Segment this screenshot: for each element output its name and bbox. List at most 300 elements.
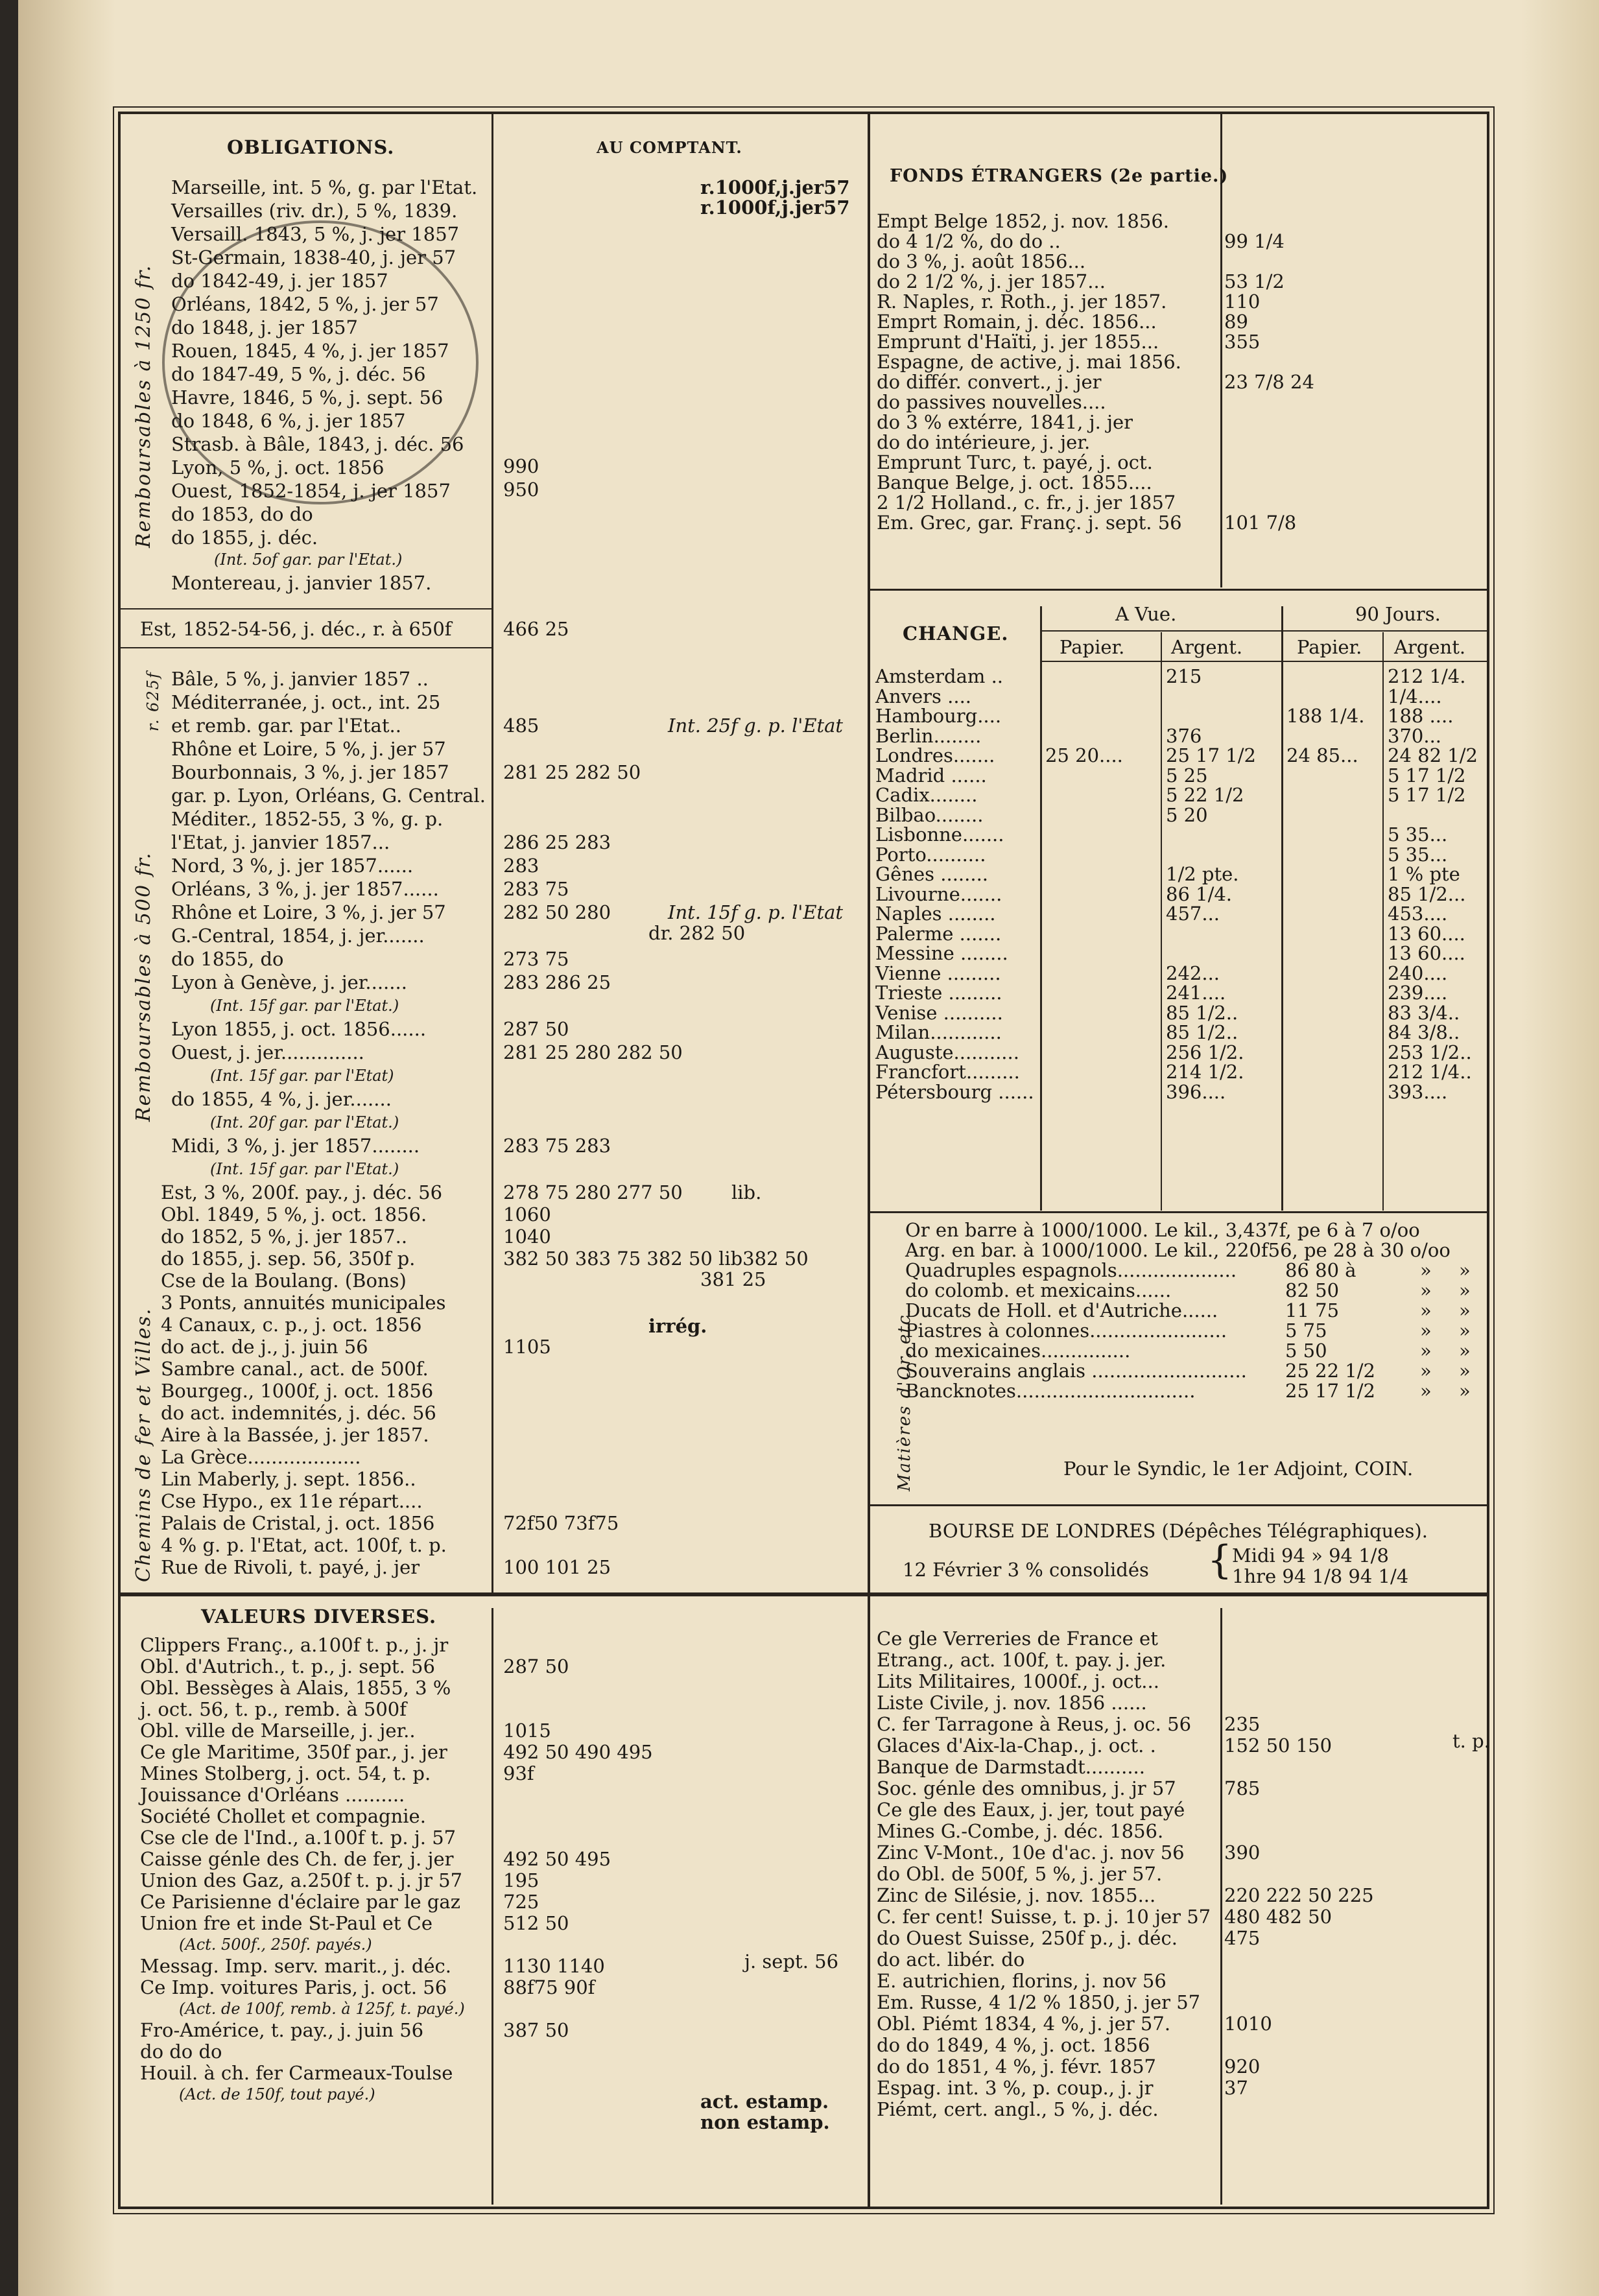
change-rate: 5 35... <box>1388 843 1448 866</box>
obligation-value: 283 75 283 <box>503 1135 611 1157</box>
price-cell: 466 25 <box>503 618 569 640</box>
valeur-label: Lits Militaires, 1000f., j. oct... <box>877 1670 1159 1692</box>
obligation-label: do 1855, do <box>171 948 284 970</box>
fonds-label: 2 1/2 Holland., c. fr., j. jer 1857 <box>877 491 1176 514</box>
valeur-label: Clippers Franç., a.100f t. p., j. jr <box>140 1634 449 1656</box>
change-city: Bilbao........ <box>875 803 984 826</box>
matiere-value: 5 50 <box>1285 1340 1327 1362</box>
valeur-label: Jouissance d'Orléans .......... <box>140 1784 405 1806</box>
londres-date: 12 Février 3 % consolidés <box>903 1559 1149 1581</box>
change-city: Trieste ......... <box>875 982 1002 1004</box>
fonds-label: do 3 % extérre, 1841, j. jer <box>877 411 1133 433</box>
change-rate: 188 .... <box>1388 705 1454 727</box>
price-cell: 950 <box>503 479 539 501</box>
obligation-label: Rue de Rivoli, t. payé, j. jer <box>161 1556 420 1578</box>
matiere-label: Bancknotes.............................. <box>905 1380 1196 1402</box>
obligation-label: Cse de la Boulang. (Bons) <box>161 1270 407 1292</box>
change-rate: 240.... <box>1388 962 1448 984</box>
change-rate: 83 3/4.. <box>1388 1001 1460 1024</box>
change-rate: 453.... <box>1388 903 1448 925</box>
matiere-value: 25 22 1/2 <box>1285 1360 1375 1382</box>
change-city: Messine ........ <box>875 942 1008 964</box>
change-rate: 1/4.... <box>1388 685 1442 707</box>
obligation-value: 282 50 280 <box>503 901 611 923</box>
rule <box>492 1608 493 2205</box>
change-rate: 5 35... <box>1388 823 1448 846</box>
change-city: Palerme ....... <box>875 922 1002 945</box>
valeur-label: do do 1851, 4 %, j. févr. 1857 <box>877 2055 1157 2077</box>
obligation-label: do act. de j., j. juin 56 <box>161 1336 368 1358</box>
obligation-label: do 1848, j. jer 1857 <box>171 316 358 338</box>
valeur-value: 195 <box>503 1869 539 1891</box>
obligation-label: Est, 3 %, 200f. pay., j. déc. 56 <box>161 1181 443 1203</box>
londres-heure: 1hre 94 1/8 94 1/4 <box>1232 1565 1409 1587</box>
obligation-label: l'Etat, j. janvier 1857... <box>171 831 390 853</box>
obligation-label: (Int. 15f gar. par l'Etat.) <box>210 1160 399 1178</box>
change-rate: 85 1/2... <box>1388 882 1466 905</box>
bullet-mark: » <box>1459 1360 1471 1382</box>
guarantee-note: (Int. 5of gar. par l'Etat.) <box>214 550 403 569</box>
rule <box>870 589 1487 591</box>
change-city: Auguste........... <box>875 1041 1019 1063</box>
obligation-label: do act. indemnités, j. déc. 56 <box>161 1402 436 1424</box>
lib-note: lib. <box>731 1181 762 1203</box>
obligation-label: (Int. 20f gar. par l'Etat.) <box>210 1113 399 1131</box>
matiere-value: 82 50 <box>1285 1279 1340 1301</box>
obligation-value: 72f50 73f75 <box>503 1512 619 1534</box>
change-rate: 1/2 pte. <box>1166 863 1239 885</box>
papier-header: Papier. <box>1060 636 1125 658</box>
obligation-label: Orléans, 1842, 5 %, j. jer 57 <box>171 293 439 315</box>
change-city: Venise .......... <box>875 1001 1003 1024</box>
valeur-label: Obl. Bessèges à Alais, 1855, 3 % <box>140 1677 451 1699</box>
valeur-label: Ce Parisienne d'éclaire par le gaz <box>140 1891 461 1913</box>
obligation-label: Cse Hypo., ex 11e répart.... <box>161 1490 423 1512</box>
price-cell: r.1000f,j.jer57 <box>700 176 850 198</box>
valeur-value: 1130 1140 <box>503 1955 605 1977</box>
obligation-value: 278 75 280 277 50 <box>503 1181 683 1203</box>
obligation-label: Lyon 1855, j. oct. 1856...... <box>171 1018 427 1040</box>
londres-midi: Midi 94 » 94 1/8 <box>1232 1544 1389 1567</box>
matiere-value: 86 80 à <box>1285 1259 1356 1281</box>
change-city: Pétersbourg ...... <box>875 1080 1034 1103</box>
londres-header: BOURSE DE LONDRES (Dépêches Télégraphiques). <box>929 1520 1428 1542</box>
change-rate: 5 20 <box>1166 803 1208 826</box>
papier-header: Papier. <box>1297 636 1362 658</box>
valeur-label: C. fer cent! Suisse, t. p. j. 10 jer 57 <box>877 1906 1211 1928</box>
obligation-label: Obl. 1849, 5 %, j. oct. 1856. <box>161 1203 427 1225</box>
valeur-label: Ce gle Maritime, 350f par., j. jer <box>140 1741 447 1763</box>
obligation-label: do 1847-49, 5 %, j. déc. 56 <box>171 363 426 385</box>
fonds-label: do différ. convert., j. jer <box>877 371 1102 393</box>
obligation-label: Bâle, 5 %, j. janvier 1857 .. <box>171 668 429 690</box>
rule <box>1040 606 1042 1211</box>
valeur-value: 235 <box>1224 1713 1261 1735</box>
valeur-label: Espag. int. 3 %, p. coup., j. jr <box>877 2077 1154 2099</box>
valeur-label: Etrang., act. 100f, t. pay. j. jer. <box>877 1649 1167 1671</box>
rule <box>870 1504 1487 1506</box>
matiere-value: 11 75 <box>1285 1299 1340 1321</box>
valeur-label: Zinc de Silésie, j. nov. 1855... <box>877 1884 1156 1906</box>
valeur-label: Union des Gaz, a.250f t. p. j. jr 57 <box>140 1869 463 1891</box>
change-rate: 370... <box>1388 724 1442 747</box>
obligation-value: 273 75 <box>503 948 569 970</box>
valeur-label: do Obl. de 500f, 5 %, j. jer 57. <box>877 1863 1163 1885</box>
change-header: CHANGE. <box>903 622 1009 645</box>
guarantee-note: Int. 15f g. p. l'Etat <box>668 901 844 923</box>
change-rate: 214 1/2. <box>1166 1061 1244 1083</box>
rule <box>868 114 870 2207</box>
price-cell: 381 25 <box>700 1268 766 1290</box>
obligation-value: 283 75 <box>503 878 569 900</box>
valeur-value: 93f <box>503 1762 534 1784</box>
obligation-label: Méditer., 1852-55, 3 %, g. p. <box>171 808 444 830</box>
bullet-mark: » <box>1420 1279 1432 1301</box>
obligation-value: 1060 <box>503 1203 551 1225</box>
fonds-value: 99 1/4 <box>1224 230 1285 252</box>
change-city: Anvers .... <box>875 685 972 707</box>
obligation-label: Versaill. 1843, 5 %, j. jer 1857 <box>171 223 460 245</box>
obligation-label: Strasb. à Bâle, 1843, j. déc. 56 <box>171 433 464 455</box>
valeur-label: Ce gle Verreries de France et <box>877 1627 1158 1650</box>
fonds-value: 110 <box>1224 290 1261 313</box>
obligation-label: 3 Ponts, annuités municipales <box>161 1292 446 1314</box>
matiere-label: do colomb. et mexicains...... <box>905 1279 1172 1301</box>
fonds-label: Emprunt d'Haïti, j. jer 1855... <box>877 331 1159 353</box>
fonds-value: 89 <box>1224 311 1248 333</box>
change-city: Madrid ...... <box>875 764 987 787</box>
obligation-value: 485 <box>503 715 539 737</box>
valeur-label: do do 1849, 4 %, j. oct. 1856 <box>877 2034 1150 2056</box>
change-city: Gênes ........ <box>875 863 989 885</box>
fonds-label: R. Naples, r. Roth., j. jer 1857. <box>877 290 1167 313</box>
valeur-label: C. fer Tarragone à Reus, j. oc. 56 <box>877 1713 1192 1735</box>
bullet-mark: » <box>1459 1380 1471 1402</box>
fonds-label: do do intérieure, j. jer. <box>877 431 1091 453</box>
rule <box>1220 1608 1222 2205</box>
change-city: Livourne....... <box>875 882 1002 905</box>
valeur-value: 387 50 <box>503 2019 569 2041</box>
argent-header: Argent. <box>1171 636 1243 658</box>
change-city: Hambourg.... <box>875 705 1002 727</box>
change-rate: 256 1/2. <box>1166 1041 1244 1063</box>
valeur-value: 492 50 490 495 <box>503 1741 653 1763</box>
valeur-label: (Act. de 100f, remb. à 125f, t. payé.) <box>179 2000 465 2018</box>
obligation-label: (Int. 15f gar. par l'Etat.) <box>210 997 399 1015</box>
change-rate: 241.... <box>1166 982 1226 1004</box>
obligation-value: 281 25 280 282 50 <box>503 1041 683 1063</box>
valeur-value: 88f75 90f <box>503 1976 595 1998</box>
guarantee-note: Int. 25f g. p. l'Etat <box>668 715 844 737</box>
rule <box>1382 632 1384 1211</box>
valeur-label: Union fre et inde St-Paul et Ce <box>140 1912 433 1934</box>
fonds-value: 23 7/8 24 <box>1224 371 1314 393</box>
argent-header: Argent. <box>1394 636 1466 658</box>
change-rate: 212 1/4.. <box>1388 1061 1472 1083</box>
obligation-label: Marseille, int. 5 %, g. par l'Etat. <box>171 176 478 198</box>
rule <box>121 608 492 610</box>
valeur-value: 512 50 <box>503 1912 569 1934</box>
rule <box>1040 661 1487 662</box>
rule <box>1161 632 1162 1211</box>
obligation-label: do 1855, j. déc. <box>171 527 318 549</box>
matieres-label: Matières d'Or, etc. <box>895 1307 914 1491</box>
valeur-value: 920 <box>1224 2055 1261 2077</box>
change-rate: 5 17 1/2 <box>1388 764 1466 787</box>
valeur-label: j. oct. 56, t. p., remb. à 500f <box>140 1698 407 1720</box>
bullet-mark: » <box>1420 1259 1432 1281</box>
change-rate: 25 20.... <box>1045 744 1123 766</box>
bullet-mark: » <box>1459 1320 1471 1342</box>
fonds-value: 355 <box>1224 331 1261 353</box>
obligation-label: Palais de Cristal, j. oct. 1856 <box>161 1512 435 1534</box>
change-rate: 13 60.... <box>1388 942 1465 964</box>
obligation-label: Méditerranée, j. oct., int. 25 <box>171 691 441 713</box>
obligation-value: 281 25 282 50 <box>503 761 641 783</box>
obligations-header: OBLIGATIONS. <box>227 136 395 158</box>
change-city: Berlin........ <box>875 724 982 747</box>
change-rate: 393.... <box>1388 1080 1448 1103</box>
change-rate: 86 1/4. <box>1166 882 1233 905</box>
obligation-label: et remb. gar. par l'Etat.. <box>171 715 401 737</box>
change-rate: 24 82 1/2 <box>1388 744 1478 766</box>
fonds-label: Empt Belge 1852, j. nov. 1856. <box>877 210 1170 232</box>
change-city: Francfort......... <box>875 1061 1020 1083</box>
change-rate: 5 25 <box>1166 764 1208 787</box>
price-cell: r.1000f,j.jer57 <box>700 196 850 219</box>
valeur-label: Glaces d'Aix-la-Chap., j. oct. . <box>877 1734 1156 1757</box>
valeur-value: 725 <box>503 1891 539 1913</box>
obligation-label: Sambre canal., act. de 500f. <box>161 1358 429 1380</box>
change-rate: 242... <box>1166 962 1220 984</box>
valeur-label: Ce gle des Eaux, j. jer, tout payé <box>877 1799 1185 1821</box>
valeur-label: Obl. d'Autrich., t. p., j. sept. 56 <box>140 1655 435 1677</box>
obligation-label: Aire à la Bassée, j. jer 1857. <box>161 1424 429 1446</box>
obligation-label: Lin Maberly, j. sept. 1856.. <box>161 1468 416 1490</box>
obligation-value: 283 286 25 <box>503 971 611 993</box>
obligation-label: Orléans, 3 %, j. jer 1857...... <box>171 878 439 900</box>
change-city: Londres....... <box>875 744 995 766</box>
obligation-label: Rhône et Loire, 3 %, j. jer 57 <box>171 901 446 923</box>
group2-label: Remboursables à 500 fr. <box>132 851 155 1122</box>
valeur-label: Soc. génle des omnibus, j. jr 57 <box>877 1777 1176 1799</box>
valeur-value: 492 50 495 <box>503 1848 611 1870</box>
valeur-label: (Act. de 150f, tout payé.) <box>179 2085 375 2103</box>
obligation-label: 4 % g. p. l'Etat, act. 100f, t. p. <box>161 1534 447 1556</box>
obligation-label: Lyon, 5 %, j. oct. 1856 <box>171 456 385 479</box>
rule <box>121 647 492 648</box>
syndic-signature: Pour le Syndic, le 1er Adjoint, COIN. <box>1063 1458 1414 1480</box>
obligation-label: Ouest, 1852-1854, j. jer 1857 <box>171 480 451 502</box>
fonds-label: Emprunt Turc, t. payé, j. oct. <box>877 451 1153 473</box>
change-city: Naples ........ <box>875 903 996 925</box>
matiere-label: Ducats de Holl. et d'Autriche...... <box>905 1299 1218 1321</box>
change-rate: 25 17 1/2 <box>1166 744 1256 766</box>
fonds-label: do passives nouvelles.... <box>877 391 1106 413</box>
obligation-value: 1105 <box>503 1336 551 1358</box>
a-vue-header: A Vue. <box>1115 603 1177 625</box>
obligation-label: Versailles (riv. dr.), 5 %, 1839. <box>171 200 458 222</box>
valeur-label: Obl. Piémt 1834, 4 %, j. jer 57. <box>877 2013 1171 2035</box>
change-rate: 5 17 1/2 <box>1388 784 1466 806</box>
obligation-label: La Grèce................... <box>161 1446 361 1468</box>
fonds-label: do 4 1/2 %, do do .. <box>877 230 1061 252</box>
valeur-value: 785 <box>1224 1777 1261 1799</box>
obligation-label: do 1852, 5 %, j. jer 1857.. <box>161 1225 408 1248</box>
group3-label: Chemins de fer et Villes. <box>132 1307 155 1582</box>
change-city: Milan............ <box>875 1021 1002 1043</box>
obligation-label: G.-Central, 1854, j. jer....... <box>171 925 425 947</box>
matiere-value: 25 17 1/2 <box>1285 1380 1375 1402</box>
fonds-label: Em. Grec, gar. Franç. j. sept. 56 <box>877 512 1182 534</box>
rule <box>1040 630 1487 632</box>
obligation-value: 100 101 25 <box>503 1556 611 1578</box>
change-rate: 457... <box>1166 903 1220 925</box>
change-rate: 215 <box>1166 665 1202 687</box>
valeur-label: Banque de Darmstadt.......... <box>877 1756 1145 1778</box>
obligation-label: 4 Canaux, c. p., j. oct. 1856 <box>161 1314 422 1336</box>
valeur-label: Mines G.-Combe, j. déc. 1856. <box>877 1820 1164 1842</box>
change-rate: 188 1/4. <box>1286 705 1365 727</box>
au-comptant-header: AU COMPTANT. <box>597 138 742 157</box>
change-city: Amsterdam .. <box>875 665 1004 687</box>
non-estamp: non estamp. <box>700 2111 830 2133</box>
obligation-label: Havre, 1846, 5 %, j. sept. 56 <box>171 386 444 408</box>
valeur-label: Piémt, cert. angl., 5 %, j. déc. <box>877 2098 1159 2120</box>
matiere-label: Souverains anglais .......................... <box>905 1360 1247 1382</box>
fonds-value: 53 1/2 <box>1224 270 1285 292</box>
tp-note: t. p. <box>1452 1730 1490 1752</box>
obligation-label: Midi, 3 %, j. jer 1857........ <box>171 1135 420 1157</box>
change-rate: 396.... <box>1166 1080 1226 1103</box>
act-estamp: act. estamp. <box>700 2090 829 2113</box>
matiere-label: Piastres à colonnes....................... <box>905 1320 1227 1342</box>
fonds-label: do 3 %, j. août 1856... <box>877 250 1086 272</box>
valeurs-header: VALEURS DIVERSES. <box>201 1605 437 1627</box>
change-rate: 1 % pte <box>1388 863 1460 885</box>
change-rate: 24 85... <box>1286 744 1358 766</box>
change-city: Cadix........ <box>875 784 978 806</box>
valeur-label: Caisse génle des Ch. de fer, j. jer <box>140 1848 454 1870</box>
brace: { <box>1207 1537 1233 1583</box>
valeur-label: do do do <box>140 2041 222 2063</box>
change-rate: 239.... <box>1388 982 1448 1004</box>
valeur-label: Société Chollet et compagnie. <box>140 1805 426 1827</box>
valeur-label: do act. libér. do <box>877 1948 1025 1971</box>
change-rate: 13 60.... <box>1388 922 1465 945</box>
bullet-mark: » <box>1459 1299 1471 1321</box>
change-city: Lisbonne....... <box>875 823 1004 846</box>
valeur-value: 152 50 150 <box>1224 1734 1332 1757</box>
matiere-label: Arg. en bar. à 1000/1000. Le kil., 220f56, pe 28 à 30 o/oo <box>905 1239 1451 1261</box>
page-gutter <box>1521 0 1599 2296</box>
obligation-label: Lyon à Genève, j. jer....... <box>171 971 407 993</box>
obligation-label: Ouest, j. jer.............. <box>171 1041 364 1063</box>
valeur-label: do Ouest Suisse, 250f p., j. déc. <box>877 1927 1178 1949</box>
obligation-label: (Int. 15f gar. par l'Etat) <box>210 1067 394 1085</box>
valeur-value: 390 <box>1224 1841 1261 1864</box>
change-city: Vienne ......... <box>875 962 1001 984</box>
matiere-value: 5 75 <box>1285 1320 1327 1342</box>
valeur-label: Em. Russe, 4 1/2 % 1850, j. jer 57 <box>877 1991 1201 2013</box>
price-cell: 990 <box>503 455 539 477</box>
valeur-value: 480 482 50 <box>1224 1906 1332 1928</box>
fonds-header: FONDS ÉTRANGERS (2e partie.) <box>890 166 1229 186</box>
obligation-label: do 1848, 6 %, j. jer 1857 <box>171 410 406 432</box>
montereau-row: Montereau, j. janvier 1857. <box>171 572 432 594</box>
change-rate: 85 1/2.. <box>1166 1001 1238 1024</box>
obligation-value: 283 <box>503 855 539 877</box>
bullet-mark: » <box>1459 1279 1471 1301</box>
valeur-label: E. autrichien, florins, j. nov 56 <box>877 1970 1167 1992</box>
valeur-value: 220 222 50 225 <box>1224 1884 1374 1906</box>
price-cell: dr. 282 50 <box>648 922 746 944</box>
valeur-label: Houil. à ch. fer Carmeaux-Toulse <box>140 2062 453 2084</box>
fonds-label: Banque Belge, j. oct. 1855.... <box>877 471 1152 493</box>
bullet-mark: » <box>1420 1380 1432 1402</box>
page-edge <box>18 0 115 2296</box>
change-rate: 253 1/2.. <box>1388 1041 1472 1063</box>
change-rate: 376 <box>1166 724 1202 747</box>
bullet-mark: » <box>1420 1360 1432 1382</box>
valeur-label: Obl. ville de Marseille, j. jer.. <box>140 1720 416 1742</box>
group1-label: Remboursables à 1250 fr. <box>132 264 155 548</box>
rule <box>870 1211 1487 1213</box>
change-rate: 5 22 1/2 <box>1166 784 1244 806</box>
bullet-mark: » <box>1459 1259 1471 1281</box>
change-rate: 85 1/2.. <box>1166 1021 1238 1043</box>
valeur-label: Ce Imp. voitures Paris, j. oct. 56 <box>140 1976 447 1998</box>
valeur-label: (Act. 500f., 250f. payés.) <box>179 1935 372 1954</box>
rule <box>1281 606 1283 1211</box>
valeur-label: Zinc V-Mont., 10e d'ac. j. nov 56 <box>877 1841 1185 1864</box>
obligation-label: do 1853, do do <box>171 503 313 525</box>
valeur-value: 287 50 <box>503 1655 569 1677</box>
90-jours-header: 90 Jours. <box>1355 603 1441 625</box>
obligation-label: do 1842-49, j. jer 1857 <box>171 270 388 292</box>
rule <box>492 114 493 1592</box>
valeur-label: Messag. Imp. serv. marit., j. déc. <box>140 1955 452 1977</box>
jsept-note: j. sept. 56 <box>744 1950 839 1972</box>
obligation-label: Nord, 3 %, j. jer 1857...... <box>171 855 414 877</box>
change-rate: 84 3/8.. <box>1388 1021 1460 1043</box>
valeur-value: 37 <box>1224 2077 1248 2099</box>
fonds-label: Espagne, de active, j. mai 1856. <box>877 351 1181 373</box>
valeur-label: Fro-Américe, t. pay., j. juin 56 <box>140 2019 424 2041</box>
bullet-mark: » <box>1420 1299 1432 1321</box>
bullet-mark: » <box>1420 1340 1432 1362</box>
fonds-label: do 2 1/2 %, j. jer 1857... <box>877 270 1106 292</box>
bullet-mark: » <box>1420 1320 1432 1342</box>
change-city: Porto.......... <box>875 843 986 866</box>
matiere-label: Or en barre à 1000/1000. Le kil., 3,437f, pe 6 à 7 o/oo <box>905 1219 1420 1241</box>
fonds-label: Emprt Romain, j. déc. 1856... <box>877 311 1157 333</box>
obligation-label: Rouen, 1845, 4 %, j. jer 1857 <box>171 340 449 362</box>
obligation-value: 286 25 283 <box>503 831 611 853</box>
bullet-mark: » <box>1459 1340 1471 1362</box>
obligation-value: 287 50 <box>503 1018 569 1040</box>
obligation-label: do 1855, 4 %, j. jer....... <box>171 1088 392 1110</box>
obligation-label: Rhône et Loire, 5 %, j. jer 57 <box>171 738 446 760</box>
group2-top-label: r. 625f <box>144 671 162 731</box>
obligation-value: 1040 <box>503 1225 551 1248</box>
est-row: Est, 1852-54-56, j. déc., r. à 650f <box>140 618 452 640</box>
fonds-value: 101 7/8 <box>1224 512 1297 534</box>
valeur-label: Liste Civile, j. nov. 1856 ...... <box>877 1692 1147 1714</box>
valeur-value: 1010 <box>1224 2013 1272 2035</box>
valeur-label: Mines Stolberg, j. oct. 54, t. p. <box>140 1762 431 1784</box>
obligation-label: Bourgeg., 1000f, j. oct. 1856 <box>161 1380 434 1402</box>
